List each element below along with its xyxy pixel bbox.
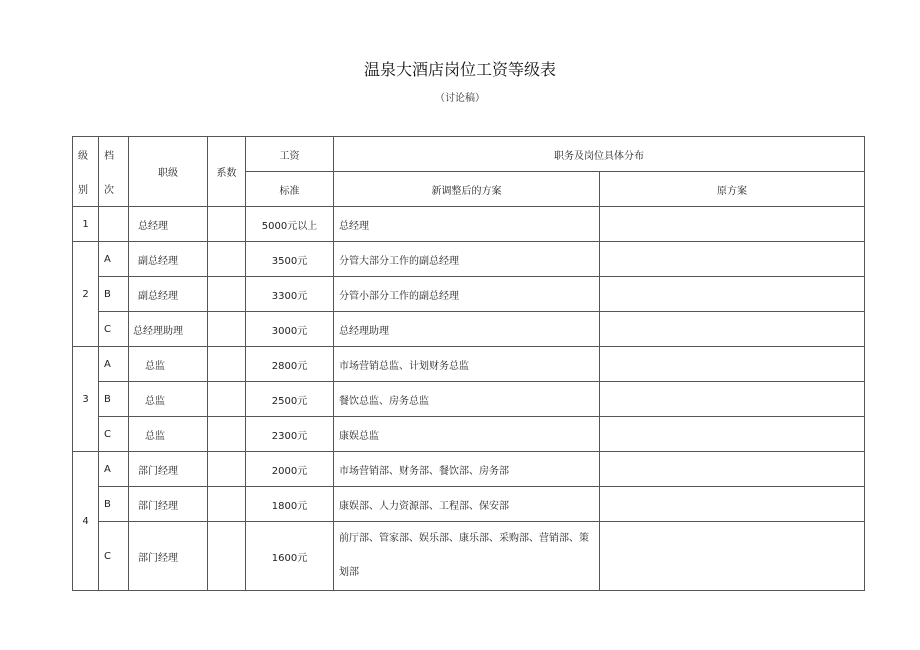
page-title: 温泉大酒店岗位工资等级表 bbox=[363, 60, 556, 79]
table-row bbox=[73, 347, 865, 382]
cell-position: 部门经理 bbox=[129, 522, 208, 591]
header-tier-bottom: 次 bbox=[104, 185, 114, 196]
cell-coefficient bbox=[208, 312, 246, 347]
cell-tier: B bbox=[99, 487, 129, 522]
cell-tier: C bbox=[99, 417, 129, 452]
cell-coefficient bbox=[208, 522, 246, 591]
cell-old-plan bbox=[600, 312, 865, 347]
header-tier-top: 档 bbox=[104, 151, 114, 162]
cell-coefficient bbox=[208, 417, 246, 452]
header-level bbox=[73, 137, 99, 207]
table-row bbox=[73, 487, 865, 522]
cell-position: 部门经理 bbox=[129, 487, 208, 522]
cell-position: 总监 bbox=[129, 417, 208, 452]
table-row bbox=[73, 207, 865, 242]
cell-position: 总监 bbox=[129, 382, 208, 417]
cell-tier: B bbox=[99, 277, 129, 312]
table-row bbox=[73, 277, 865, 312]
cell-tier: B bbox=[99, 382, 129, 417]
cell-old-plan bbox=[600, 452, 865, 487]
table-row bbox=[73, 242, 865, 277]
cell-position: 总监 bbox=[129, 347, 208, 382]
cell-new-plan: 总经理助理 bbox=[334, 312, 600, 347]
cell-old-plan bbox=[600, 207, 865, 242]
header-new-plan: 新调整后的方案 bbox=[334, 172, 600, 207]
cell-tier: C bbox=[99, 312, 129, 347]
cell-position: 副总经理 bbox=[129, 277, 208, 312]
header-level-top: 级 bbox=[78, 151, 88, 162]
cell-coefficient bbox=[208, 242, 246, 277]
cell-new-plan: 市场营销总监、计划财务总监 bbox=[334, 347, 600, 382]
table-row bbox=[73, 312, 865, 347]
cell-tier: A bbox=[99, 452, 129, 487]
cell-old-plan bbox=[600, 417, 865, 452]
table-row bbox=[73, 382, 865, 417]
header-distribution: 职务及岗位具体分布 bbox=[334, 137, 865, 172]
cell-old-plan bbox=[600, 277, 865, 312]
cell-old-plan bbox=[600, 487, 865, 522]
cell-coefficient bbox=[208, 207, 246, 242]
header-wage-top: 工资 bbox=[246, 137, 334, 172]
cell-wage: 2000元 bbox=[246, 452, 334, 487]
cell-new-plan: 分管大部分工作的副总经理 bbox=[334, 242, 600, 277]
cell-level: 4 bbox=[73, 452, 99, 591]
wage-grade-table bbox=[72, 136, 865, 591]
table-row bbox=[73, 417, 865, 452]
cell-tier: A bbox=[99, 347, 129, 382]
cell-coefficient bbox=[208, 347, 246, 382]
cell-wage: 3000元 bbox=[246, 312, 334, 347]
cell-wage: 3300元 bbox=[246, 277, 334, 312]
cell-position: 总经理助理 bbox=[129, 312, 208, 347]
cell-coefficient bbox=[208, 487, 246, 522]
cell-wage: 1600元 bbox=[246, 522, 334, 591]
cell-wage: 3500元 bbox=[246, 242, 334, 277]
cell-wage: 2800元 bbox=[246, 347, 334, 382]
cell-tier bbox=[99, 207, 129, 242]
cell-new-plan: 康娱总监 bbox=[334, 417, 600, 452]
cell-position: 副总经理 bbox=[129, 242, 208, 277]
cell-old-plan bbox=[600, 522, 865, 591]
cell-wage: 2500元 bbox=[246, 382, 334, 417]
cell-new-plan: 市场营销部、财务部、餐饮部、房务部 bbox=[334, 452, 600, 487]
cell-old-plan bbox=[600, 347, 865, 382]
cell-wage: 5000元以上 bbox=[246, 207, 334, 242]
header-position: 职级 bbox=[129, 137, 208, 207]
cell-coefficient bbox=[208, 277, 246, 312]
cell-new-plan: 前厅部、管家部、娱乐部、康乐部、采购部、营销部、策划部 bbox=[334, 522, 600, 591]
cell-wage: 2300元 bbox=[246, 417, 334, 452]
cell-tier: A bbox=[99, 242, 129, 277]
table-row bbox=[73, 452, 865, 487]
cell-tier: C bbox=[99, 522, 129, 591]
header-row-1 bbox=[73, 137, 865, 172]
header-old-plan: 原方案 bbox=[600, 172, 865, 207]
header-coefficient: 系数 bbox=[208, 137, 246, 207]
cell-new-plan: 分管小部分工作的副总经理 bbox=[334, 277, 600, 312]
cell-new-plan: 总经理 bbox=[334, 207, 600, 242]
cell-old-plan bbox=[600, 242, 865, 277]
cell-level: 2 bbox=[73, 242, 99, 347]
cell-wage: 1800元 bbox=[246, 487, 334, 522]
cell-level: 3 bbox=[73, 347, 99, 452]
header-tier bbox=[99, 137, 129, 207]
table-row bbox=[73, 522, 865, 591]
header-wage-bottom: 标准 bbox=[246, 172, 334, 207]
cell-level: 1 bbox=[73, 207, 99, 242]
cell-new-plan: 康娱部、人力资源部、工程部、保安部 bbox=[334, 487, 600, 522]
cell-position: 总经理 bbox=[129, 207, 208, 242]
page-subtitle: （讨论稿） bbox=[435, 93, 485, 104]
cell-coefficient bbox=[208, 452, 246, 487]
cell-coefficient bbox=[208, 382, 246, 417]
cell-old-plan bbox=[600, 382, 865, 417]
header-level-bottom: 别 bbox=[78, 185, 88, 196]
cell-position: 部门经理 bbox=[129, 452, 208, 487]
cell-new-plan: 餐饮总监、房务总监 bbox=[334, 382, 600, 417]
